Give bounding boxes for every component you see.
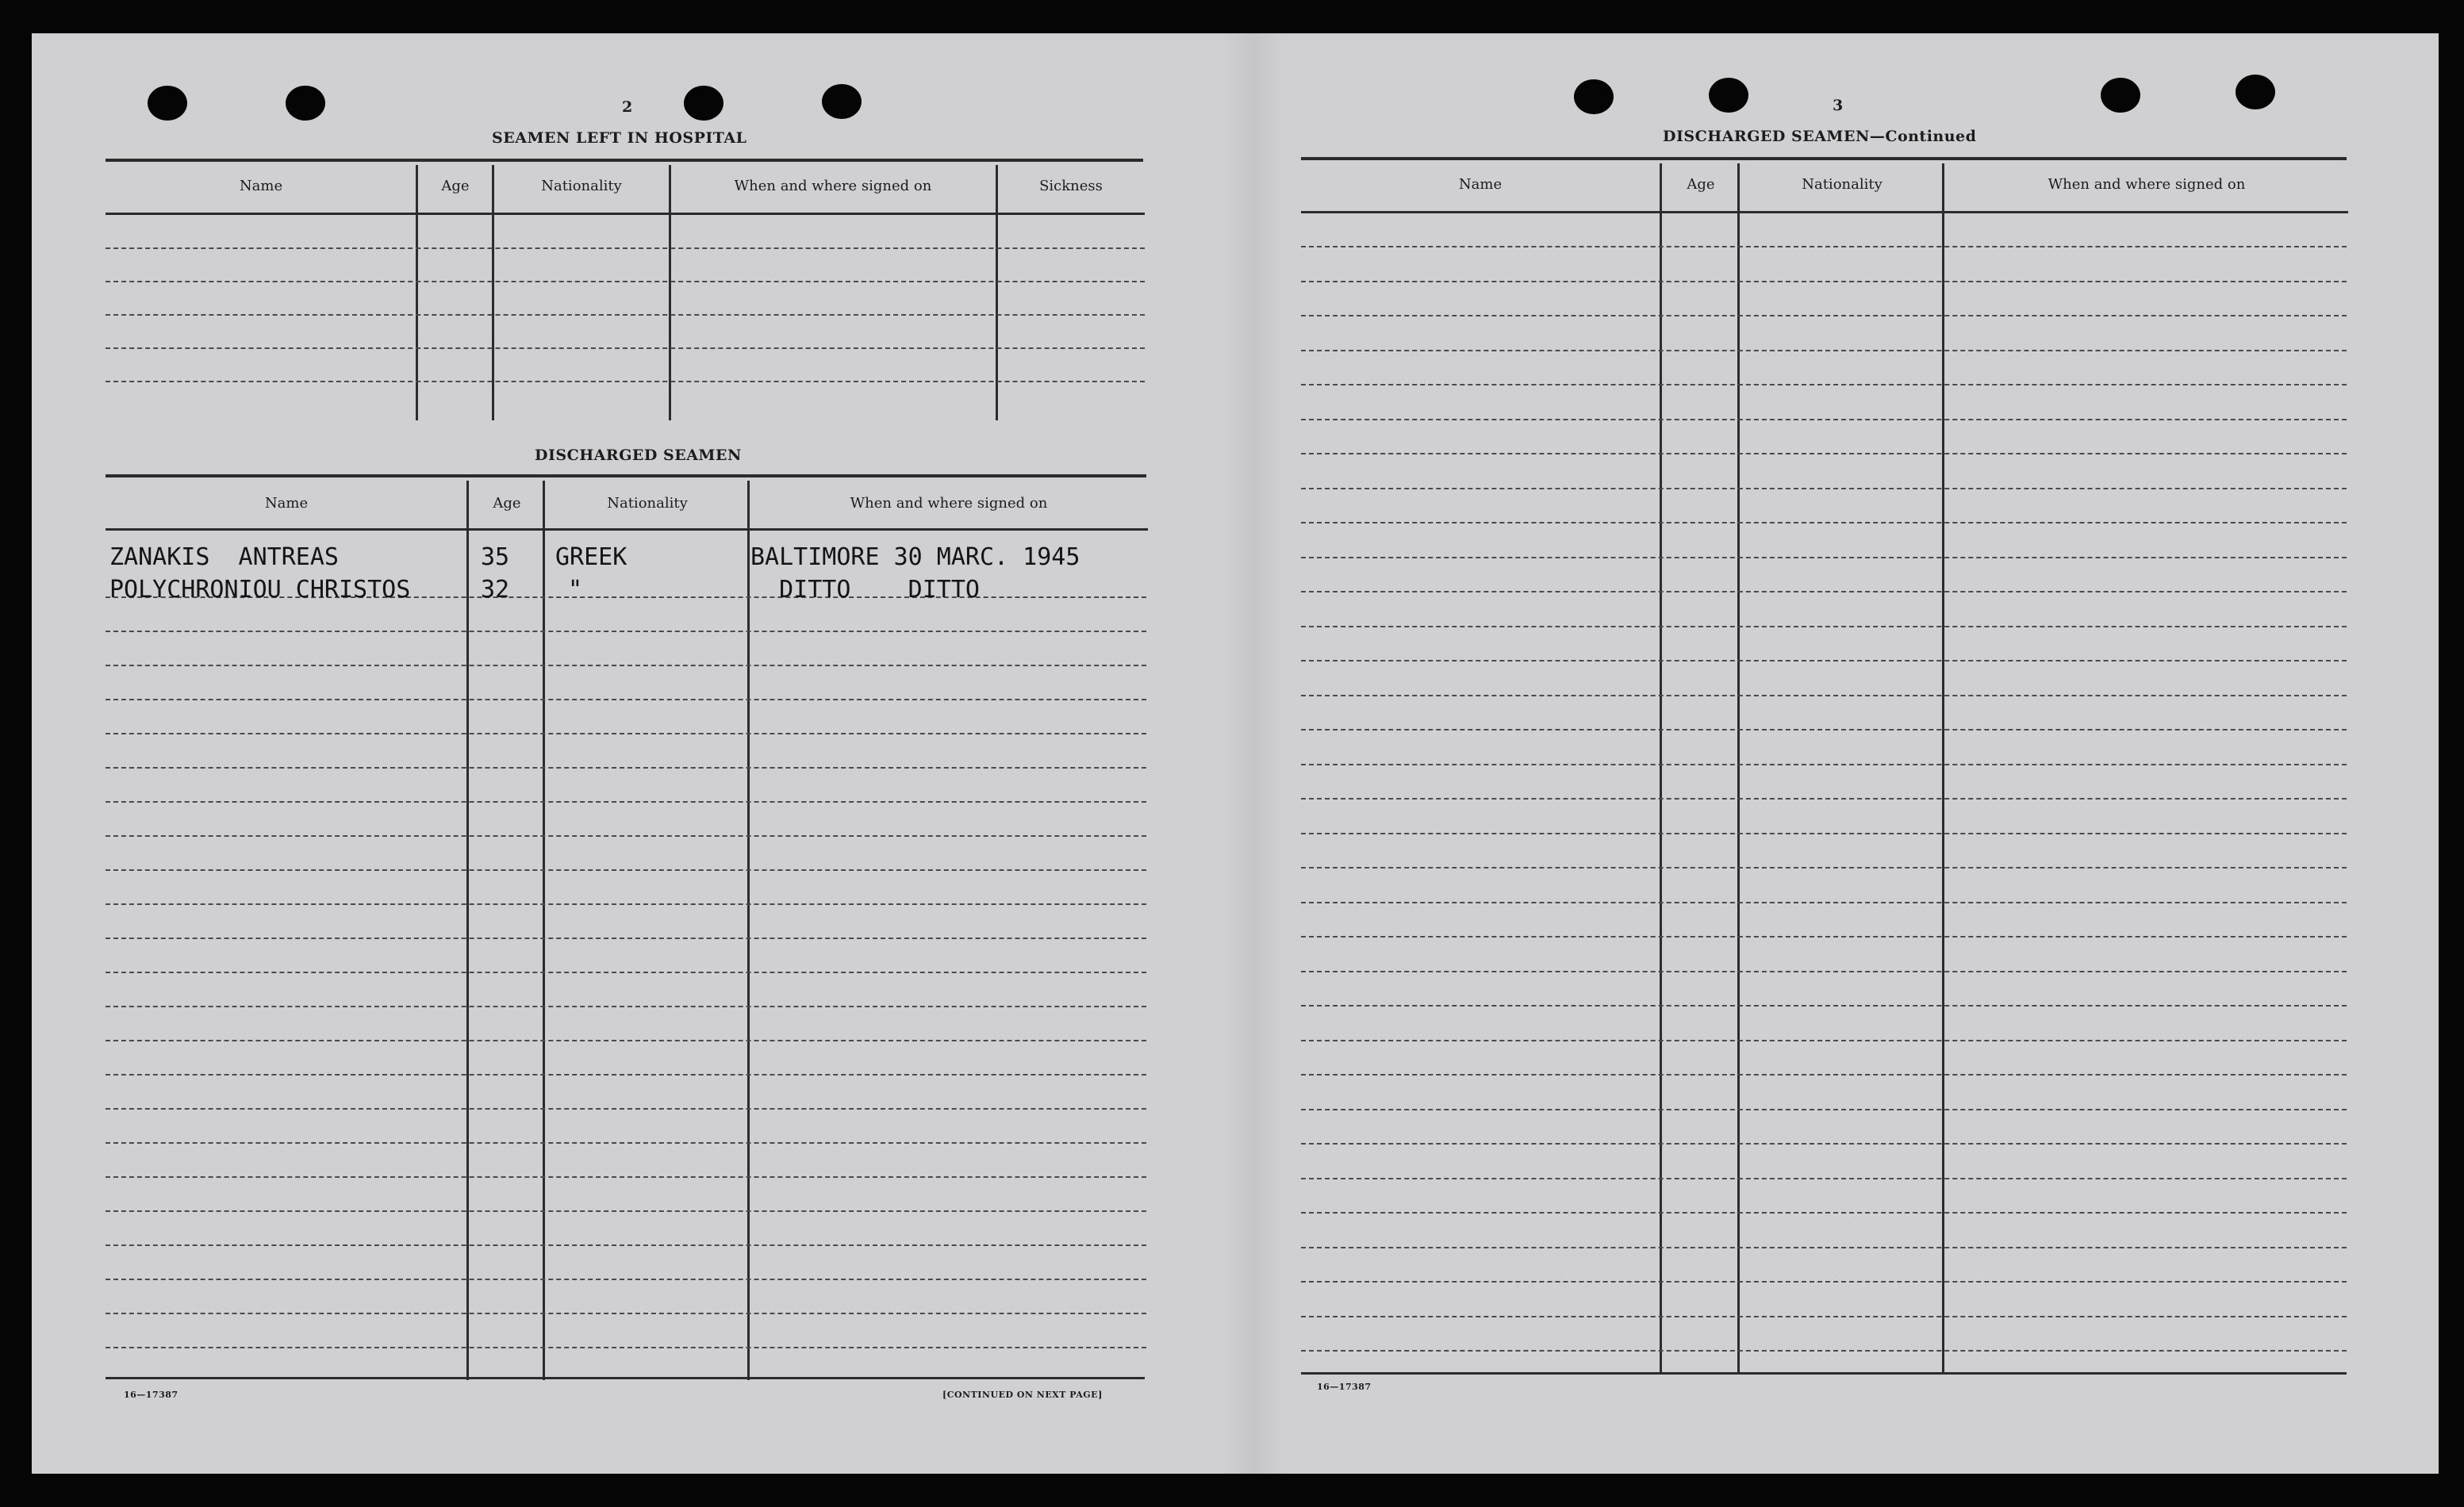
ruled-line: [106, 347, 1145, 349]
ruled-line: [106, 767, 1146, 769]
ruled-line: [1301, 936, 2347, 938]
column-rule: [1660, 163, 1662, 1372]
ruled-line: [1301, 729, 2347, 730]
ruled-line: [106, 972, 1146, 973]
ruled-line: [106, 247, 1145, 249]
ruled-line: [106, 1108, 1146, 1110]
ruled-line: [106, 314, 1145, 316]
form-number: 16—17387: [124, 1390, 178, 1400]
ruled-line: [1301, 488, 2347, 489]
bottom-rule: [1301, 1372, 2347, 1375]
ruled-line: [106, 1176, 1146, 1178]
divider: [106, 159, 1143, 162]
punch-hole: [1709, 78, 1748, 113]
ruled-line: [1301, 833, 2347, 834]
ruled-line: [106, 665, 1146, 666]
ruled-line: [1301, 1005, 2347, 1007]
ruled-line: [106, 1006, 1146, 1007]
ruled-line: [1301, 798, 2347, 800]
column-header-name: Name: [264, 495, 309, 512]
ruled-line: [1301, 1178, 2347, 1179]
ruled-line: [106, 869, 1146, 871]
seaman-signed-on: DITTO DITTO: [750, 576, 980, 604]
seaman-name: ZANAKIS ANTREAS: [109, 543, 339, 571]
punch-hole: [286, 86, 325, 121]
ruled-line: [106, 938, 1146, 939]
ruled-line: [106, 381, 1145, 382]
ruled-line: [1301, 281, 2347, 282]
discharged-continued-title: DISCHARGED SEAMEN—Continued: [1663, 128, 1977, 145]
ruled-line: [1301, 453, 2347, 454]
column-header-signed-on: When and where signed on: [734, 178, 932, 194]
column-header-age: Age: [493, 495, 521, 512]
ruled-line: [106, 1040, 1146, 1041]
page-fold-shadow: [1222, 33, 1285, 1474]
ruled-line: [106, 1074, 1146, 1076]
column-header-name: Name: [1458, 176, 1503, 193]
ruled-line: [1301, 1316, 2347, 1317]
column-header-nationality: Nationality: [607, 495, 688, 512]
seaman-age: 32: [481, 576, 510, 604]
ruled-line: [1301, 1109, 2347, 1110]
ruled-line: [1301, 626, 2347, 627]
ruled-line: [1301, 867, 2347, 869]
divider: [1301, 157, 2347, 160]
divider: [106, 213, 1145, 215]
ruled-line: [1301, 1143, 2347, 1145]
seaman-nationality: ": [568, 576, 583, 604]
column-header-signed-on: When and where signed on: [850, 495, 1048, 512]
punch-hole: [2236, 75, 2275, 109]
column-header-nationality: Nationality: [541, 178, 622, 194]
ruled-line: [1301, 419, 2347, 420]
divider: [106, 528, 1148, 531]
ruled-line: [106, 1142, 1146, 1144]
column-header-age: Age: [1687, 176, 1715, 193]
ruled-line: [1301, 695, 2347, 696]
ruled-line: [1301, 902, 2347, 903]
column-rule: [1737, 163, 1740, 1372]
ruled-line: [106, 1313, 1146, 1314]
ruled-line: [1301, 591, 2347, 592]
ruled-line: [106, 835, 1146, 837]
column-header-sickness: Sickness: [1039, 178, 1103, 194]
ruled-line: [1301, 1350, 2347, 1352]
ruled-line: [106, 1244, 1146, 1246]
ruled-line: [106, 1210, 1146, 1212]
page-number: 3: [1833, 97, 1844, 114]
seaman-nationality: GREEK: [555, 543, 628, 571]
ruled-line: [106, 1279, 1146, 1280]
punch-hole: [148, 86, 187, 121]
seaman-signed-on: BALTIMORE 30 MARC. 1945: [750, 543, 1080, 571]
ruled-line: [106, 733, 1146, 734]
discharged-section-title: DISCHARGED SEAMEN: [535, 447, 742, 464]
ruled-line: [1301, 660, 2347, 661]
divider: [106, 474, 1146, 477]
seaman-name: POLYCHRONIOU CHRISTOS: [109, 576, 411, 604]
punch-hole: [822, 84, 862, 119]
seaman-age: 35: [481, 543, 510, 571]
punch-hole: [1574, 79, 1614, 114]
continued-note: [CONTINUED ON NEXT PAGE]: [942, 1390, 1103, 1400]
ruled-line: [1301, 557, 2347, 558]
ruled-line: [1301, 1281, 2347, 1283]
column-header-signed-on: When and where signed on: [2048, 176, 2246, 193]
ruled-line: [106, 1347, 1146, 1348]
ruled-line: [106, 801, 1146, 803]
bottom-rule: [106, 1377, 1145, 1379]
punch-hole: [2101, 78, 2140, 113]
form-number: 16—17387: [1317, 1382, 1372, 1392]
column-header-nationality: Nationality: [1802, 176, 1883, 193]
ruled-line: [1301, 1074, 2347, 1076]
ruled-line: [1301, 1040, 2347, 1041]
ruled-line: [106, 281, 1145, 282]
column-header-name: Name: [239, 178, 283, 194]
page-number: 2: [622, 98, 633, 116]
column-rule: [1942, 163, 1944, 1372]
ruled-line: [1301, 522, 2347, 523]
ruled-line: [1301, 971, 2347, 972]
column-header-age: Age: [441, 178, 470, 194]
ruled-line: [1301, 1212, 2347, 1214]
ruled-line: [106, 903, 1146, 905]
document-sheet: [32, 33, 2439, 1474]
ruled-line: [1301, 1247, 2347, 1248]
hospital-section-title: SEAMEN LEFT IN HOSPITAL: [492, 129, 747, 147]
ruled-line: [1301, 246, 2347, 247]
ruled-line: [1301, 384, 2347, 385]
ruled-line: [1301, 764, 2347, 765]
divider: [1301, 211, 2348, 213]
ruled-line: [1301, 315, 2347, 316]
punch-hole: [684, 86, 723, 121]
ruled-line: [1301, 350, 2347, 351]
ruled-line: [106, 631, 1146, 632]
ruled-line: [106, 699, 1146, 700]
